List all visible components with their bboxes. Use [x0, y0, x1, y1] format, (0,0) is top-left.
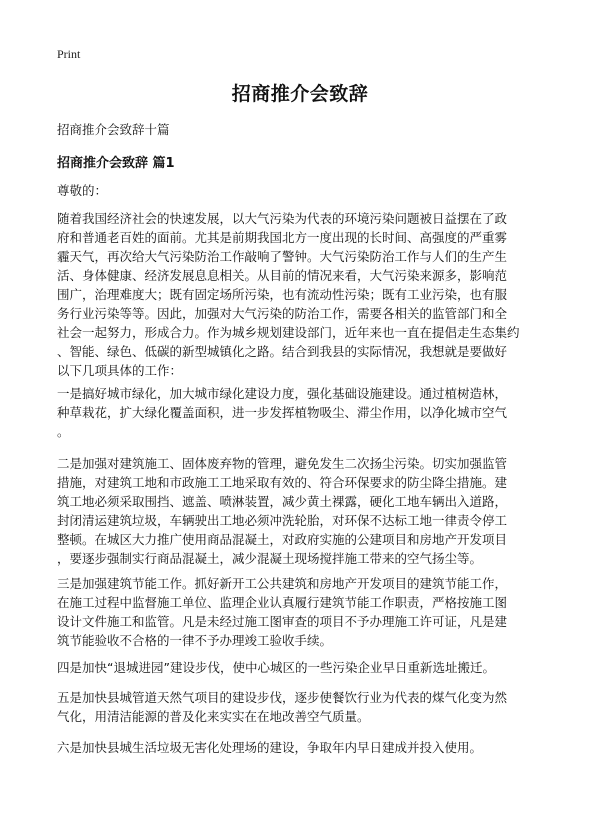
document-title: 招商推介会致辞 [231, 83, 369, 105]
paragraph-point-3: 三是加强建筑节能工作。抓好新开工公共建筑和房地产开发项目的建筑节能工作， 在施工过程中监督施工单位、监理企业认真履行建筑节能工作职责，严格按施工图 设计文件施工和监管。凡是未经过施工图审查的项目不予办理施工许可证，凡是建 筑节能验收不合格的一律不予办理竣工验收手续。 [57, 576, 508, 648]
paragraph-point-4: 四是加快“退城进园”建设步伐，使中心城区的一些污染企业早日重新选址搬迁。 [57, 660, 495, 675]
paragraph-point-5: 五是加快县城管道天然气项目的建设步伐，逐步使餐饮行业为代表的煤气化变为然 气化，用清洁能源的普及化来实实在在地改善空气质量。 [57, 690, 508, 724]
section-heading: 招商推介会致辞 篇1 [57, 156, 175, 171]
document-subtitle: 招商推介会致辞十篇 [57, 122, 170, 137]
print-label: Print [57, 47, 81, 61]
paragraph-point-6: 六是加快县城生活垃圾无害化处理场的建设，争取年内早日建成并投入使用。 [57, 740, 483, 755]
paragraph-point-2: 二是加强对建筑施工、固体废弃物的管理，避免发生二次扬尘污染。切实加强监管 措施，对建筑工地和市政施工工地采取有效的、符合环保要求的防尘降尘措施。建 筑工地必须采取围挡、遮盖、喷淋装置，减少黄土裸露，硬化工地车辆出入道路， 封闭清运建筑垃圾，车辆驶出工地必须冲洗轮胎，对环保不达标工地一律责令停工 整顿。在城区大力推广使用商品混凝土，对政府实施的公建项目和房地产开发项目 ，要逐步强制实行商品混凝土，减少混凝土现场搅拌施工带来的空气扬尘等。 [57, 456, 508, 566]
paragraph-intro: 随着我国经济社会的快速发展，以大气污染为代表的环境污染问题被日益摆在了政 府和普通老百姓的面前。尤其是前期我国北方一度出现的长时间、高强度的严重雾 霾天气，再次给大气污染防治工作敲响了警钟。大气污染防治工作与人们的生产生 活、身体健康、经济发展息息相关。从目前的情况来看，大气污染来源多，影响范 围广，治理难度大；既有固定场所污染，也有流动性污染；既有工业污染，也有服 务行业污染等等。因此，加强对大气污染的防治工作，需要各相关的监管部门和全 社会一起努力，形成合力。作为城乡规划建设部门，近年来也一直在提倡走生态集约 、智能、绿色、低碳的新型城镇化之路。结合到我县的实际情况，我想就是要做好 以下几项具体的工作： [57, 211, 520, 378]
greeting: 尊敬的： [57, 183, 108, 198]
paragraph-point-1: 一是搞好城市绿化，加大城市绿化建设力度，强化基础设施建设。通过植树造林， 种草栽花，扩大绿化覆盖面积，进一步发挥植物吸尘、滞尘作用，以净化城市空气 。 [57, 386, 508, 439]
